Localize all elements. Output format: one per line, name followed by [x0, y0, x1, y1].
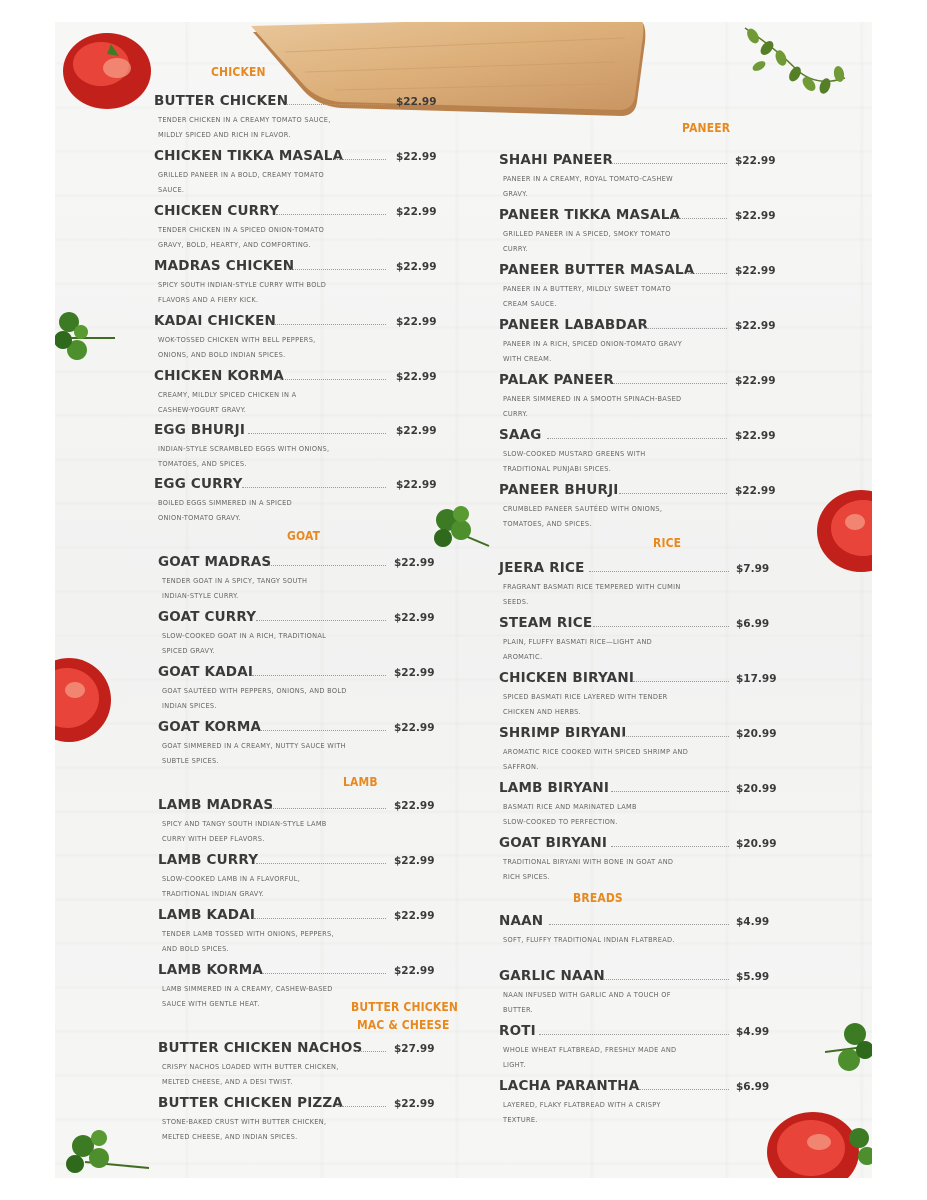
menu-item-chicken-tikka-masala: [154, 148, 444, 200]
section-title-goat: GOAT: [287, 528, 321, 543]
menu-item-steam-rice: [499, 615, 789, 667]
item-description: PANEER IN A RICH, SPICED ONION-TOMATO GRAVY WITH CREAM.: [503, 340, 683, 363]
item-description: TENDER CHICKEN IN A SPICED ONION-TOMATO GRAVY, BOLD, HEARTY, AND COMFORTING.: [158, 226, 325, 249]
item-price: $6.99: [736, 1081, 770, 1093]
tomato-slice: [55, 654, 115, 744]
item-description: SPICY AND TANGY SOUTH INDIAN-STYLE LAMB CURRY WITH DEEP FLAVORS.: [162, 820, 327, 843]
item-description: GRILLED PANEER IN A BOLD, CREAMY TOMATO SAUCE.: [158, 171, 324, 194]
menu-item-paneer-butter-masala: [499, 262, 789, 314]
item-price: $22.99: [394, 910, 435, 922]
section-title-butter-chicken-mac-line1: BUTTER CHICKEN: [351, 999, 459, 1014]
menu-item-goat-korma: [158, 719, 448, 771]
menu-item-shahi-paneer: [499, 152, 789, 204]
section-title-butter-chicken-mac-line2: MAC & CHEESE: [357, 1017, 450, 1032]
menu-item-paneer-tikka-masala: [499, 207, 789, 259]
dot-leader: [256, 620, 386, 621]
item-price: $27.99: [394, 1043, 435, 1055]
item-name: GARLIC NAAN: [499, 968, 605, 984]
item-name: SHAHI PANEER: [499, 152, 614, 168]
item-description: TENDER CHICKEN IN A CREAMY TOMATO SAUCE, MILDLY SPICED AND RICH IN FLAVOR.: [158, 116, 331, 139]
item-price: $4.99: [736, 916, 770, 928]
item-description: PLAIN, FLUFFY BASMATI RICE—LIGHT AND AROMATIC.: [503, 638, 653, 661]
item-description: GOAT SAUTÉED WITH PEPPERS, ONIONS, AND BOLD INDIAN SPICES.: [162, 687, 347, 710]
item-price: $20.99: [736, 838, 777, 850]
menu-item-roti: [499, 1023, 789, 1075]
item-name: GOAT KORMA: [158, 719, 262, 735]
item-price: $22.99: [396, 316, 437, 328]
item-price: $22.99: [396, 371, 437, 383]
item-name: KADAI CHICKEN: [154, 313, 277, 329]
item-price: $22.99: [394, 800, 435, 812]
section-title-rice: RICE: [653, 535, 682, 550]
item-price: $22.99: [394, 1098, 435, 1110]
item-description: LAMB SIMMERED IN A CREAMY, CASHEW-BASED SAUCE WITH GENTLE HEAT.: [162, 985, 333, 1008]
item-description: WHOLE WHEAT FLATBREAD, FRESHLY MADE AND LIGHT.: [503, 1046, 677, 1069]
section-title-breads: BREADS: [573, 890, 623, 905]
menu-item-lamb-kadai: [158, 907, 448, 959]
item-price: $17.99: [736, 673, 777, 685]
item-description: SLOW-COOKED GOAT IN A RICH, TRADITIONAL SPICED GRAVY.: [162, 632, 327, 655]
dot-leader: [248, 433, 386, 434]
item-description: NAAN INFUSED WITH GARLIC AND A TOUCH OF BUTTER.: [503, 991, 671, 1014]
item-name: LAMB BIRYANI: [499, 780, 610, 796]
item-name: MADRAS CHICKEN: [154, 258, 295, 274]
dot-leader: [252, 675, 386, 676]
dot-leader: [280, 379, 386, 380]
dot-leader: [619, 493, 727, 494]
item-price: $22.99: [394, 965, 435, 977]
item-price: $22.99: [735, 430, 776, 442]
dot-leader: [547, 438, 727, 439]
item-price: $4.99: [736, 1026, 770, 1038]
item-description: GOAT SIMMERED IN A CREAMY, NUTTY SAUCE WITH SUBTLE SPICES.: [162, 742, 346, 765]
dot-leader: [603, 979, 729, 980]
dot-leader: [611, 791, 729, 792]
menu-item-naan: [499, 913, 789, 965]
menu-sheet: [55, 22, 872, 1178]
section-title-chicken: CHICKEN: [211, 64, 266, 79]
item-name: PALAK PANEER: [499, 372, 614, 388]
dot-leader: [645, 328, 727, 329]
item-description: CREAMY, MILDLY SPICED CHICKEN IN A CASHEW-YOGURT GRAVY.: [158, 391, 297, 414]
item-price: $22.99: [396, 151, 437, 163]
menu-item-palak-paneer: [499, 372, 789, 424]
menu-item-madras-chicken: [154, 258, 444, 310]
item-name: LAMB KADAI: [158, 907, 256, 923]
dot-leader: [593, 626, 729, 627]
item-price: $22.99: [394, 612, 435, 624]
dot-leader: [611, 163, 727, 164]
dot-leader: [276, 214, 386, 215]
menu-item-butter-chicken-pizza: [158, 1095, 448, 1147]
menu-item-kadai-chicken: [154, 313, 444, 365]
menu-item-goat-biryani: [499, 835, 789, 887]
menu-item-lacha-parantha: [499, 1078, 789, 1130]
section-title-paneer: PANEER: [682, 120, 731, 135]
dot-leader: [242, 487, 386, 488]
menu-item-saag: [499, 427, 789, 479]
item-price: $22.99: [394, 557, 435, 569]
item-name: SHRIMP BIRYANI: [499, 725, 627, 741]
dot-leader: [268, 565, 386, 566]
dot-leader: [262, 973, 386, 974]
dot-leader: [623, 736, 729, 737]
item-name: ROTI: [499, 1023, 536, 1039]
item-price: $22.99: [735, 265, 776, 277]
item-name: STEAM RICE: [499, 615, 593, 631]
menu-item-butter-chicken-nachos: [158, 1040, 448, 1092]
item-name: PANEER LABABDAR: [499, 317, 649, 333]
dot-leader: [671, 218, 727, 219]
item-price: $22.99: [396, 425, 437, 437]
menu-item-goat-kadai: [158, 664, 448, 716]
item-description: BASMATI RICE AND MARINATED LAMB SLOW-COOKED TO PERFECTION.: [503, 803, 637, 826]
item-price: $22.99: [735, 320, 776, 332]
item-name: LAMB MADRAS: [158, 797, 274, 813]
item-price: $20.99: [736, 728, 777, 740]
item-name: BUTTER CHICKEN: [154, 93, 289, 109]
item-name: NAAN: [499, 913, 544, 929]
item-description: CRISPY NACHOS LOADED WITH BUTTER CHICKEN, MELTED CHEESE, AND A DESI TWIST.: [162, 1063, 339, 1086]
dot-leader: [256, 863, 386, 864]
menu-item-egg-curry: [154, 476, 444, 528]
item-name: CHICKEN TIKKA MASALA: [154, 148, 344, 164]
item-name: EGG CURRY: [154, 476, 243, 492]
item-description: AROMATIC RICE COOKED WITH SPICED SHRIMP AND SAFFRON.: [503, 748, 689, 771]
vine-leaves: [735, 22, 855, 118]
item-price: $22.99: [396, 261, 437, 273]
item-price: $22.99: [396, 479, 437, 491]
item-description: TENDER GOAT IN A SPICY, TANGY SOUTH INDIAN-STYLE CURRY.: [162, 577, 308, 600]
item-description: SPICY SOUTH INDIAN-STYLE CURRY WITH BOLD FLAVORS AND A FIERY KICK.: [158, 281, 327, 304]
item-price: $22.99: [396, 96, 437, 108]
dot-leader: [549, 924, 729, 925]
item-price: $22.99: [735, 485, 776, 497]
dot-leader: [254, 918, 386, 919]
item-price: $22.99: [735, 155, 776, 167]
item-name: PANEER BUTTER MASALA: [499, 262, 695, 278]
menu-item-lamb-biryani: [499, 780, 789, 832]
section-title-lamb: LAMB: [343, 774, 378, 789]
item-description: SLOW-COOKED MUSTARD GREENS WITH TRADITIONAL PUNJABI SPICES.: [503, 450, 646, 473]
item-name: SAAG: [499, 427, 542, 443]
parsley-sprig: [65, 1122, 151, 1178]
menu-item-goat-madras: [158, 554, 448, 606]
parsley-sprig: [825, 1012, 872, 1082]
dot-leader: [539, 1034, 729, 1035]
menu-item-egg-bhurji: [154, 422, 444, 474]
menu-item-garlic-naan: [499, 968, 789, 1020]
parsley-sprig: [55, 298, 119, 368]
dot-leader: [334, 159, 386, 160]
item-description: SPICED BASMATI RICE LAYERED WITH TENDER CHICKEN AND HERBS.: [503, 693, 668, 716]
dot-leader: [356, 1051, 386, 1052]
item-price: $5.99: [736, 971, 770, 983]
dot-leader: [633, 681, 729, 682]
dot-leader: [683, 273, 727, 274]
item-name: EGG BHURJI: [154, 422, 246, 438]
item-description: WOK-TOSSED CHICKEN WITH BELL PEPPERS, ONIONS, AND BOLD INDIAN SPICES.: [158, 336, 316, 359]
item-name: BUTTER CHICKEN NACHOS: [158, 1040, 363, 1056]
item-name: PANEER TIKKA MASALA: [499, 207, 681, 223]
dot-leader: [338, 1106, 386, 1107]
dot-leader: [270, 808, 386, 809]
item-price: $6.99: [736, 618, 770, 630]
dot-leader: [589, 571, 729, 572]
item-name: BUTTER CHICKEN PIZZA: [158, 1095, 344, 1111]
menu-item-lamb-curry: [158, 852, 448, 904]
menu-item-chicken-korma: [154, 368, 444, 420]
item-description: CRUMBLED PANEER SAUTÉED WITH ONIONS, TOMATOES, AND SPICES.: [503, 505, 663, 528]
item-description: BOILED EGGS SIMMERED IN A SPICED ONION-TOMATO GRAVY.: [158, 499, 292, 522]
item-description: LAYERED, FLAKY FLATBREAD WITH A CRISPY TEXTURE.: [503, 1101, 661, 1124]
item-name: CHICKEN KORMA: [154, 368, 285, 384]
tomato-slice: [815, 488, 872, 574]
tomato-slice: [57, 26, 157, 116]
item-name: JEERA RICE: [499, 560, 585, 576]
item-price: $7.99: [736, 563, 770, 575]
dot-leader: [288, 269, 386, 270]
item-description: INDIAN-STYLE SCRAMBLED EGGS WITH ONIONS, TOMATOES, AND SPICES.: [158, 445, 330, 468]
menu-item-paneer-lababdar: [499, 317, 789, 369]
item-description: SLOW-COOKED LAMB IN A FLAVORFUL, TRADITIONAL INDIAN GRAVY.: [162, 875, 301, 898]
item-price: $22.99: [394, 667, 435, 679]
item-name: GOAT MADRAS: [158, 554, 272, 570]
item-name: GOAT BIRYANI: [499, 835, 608, 851]
item-price: $22.99: [394, 855, 435, 867]
item-name: LACHA PARANTHA: [499, 1078, 640, 1094]
dot-leader: [286, 104, 386, 105]
menu-item-paneer-bhurji: [499, 482, 789, 534]
item-name: LAMB KORMA: [158, 962, 264, 978]
item-name: GOAT CURRY: [158, 609, 257, 625]
menu-item-shrimp-biryani: [499, 725, 789, 777]
item-description: STONE-BAKED CRUST WITH BUTTER CHICKEN, MELTED CHEESE, AND INDIAN SPICES.: [162, 1118, 327, 1141]
item-name: PANEER BHURJI: [499, 482, 619, 498]
item-price: $22.99: [396, 206, 437, 218]
dot-leader: [260, 730, 386, 731]
item-price: $22.99: [735, 375, 776, 387]
item-name: LAMB CURRY: [158, 852, 259, 868]
menu-item-lamb-madras: [158, 797, 448, 849]
item-description: TRADITIONAL BIRYANI WITH BONE IN GOAT AND RICH SPICES.: [503, 858, 674, 881]
item-name: CHICKEN CURRY: [154, 203, 280, 219]
menu-item-jeera-rice: [499, 560, 789, 612]
dot-leader: [611, 846, 729, 847]
menu-item-chicken-curry: [154, 203, 444, 255]
item-description: PANEER SIMMERED IN A SMOOTH SPINACH-BASED CURRY.: [503, 395, 682, 418]
item-price: $22.99: [735, 210, 776, 222]
dot-leader: [613, 383, 727, 384]
item-name: CHICKEN BIRYANI: [499, 670, 635, 686]
menu-item-butter-chicken: [154, 93, 444, 145]
item-description: GRILLED PANEER IN A SPICED, SMOKY TOMATO CURRY.: [503, 230, 671, 253]
item-price: $22.99: [394, 722, 435, 734]
menu-item-goat-curry: [158, 609, 448, 661]
item-price: $20.99: [736, 783, 777, 795]
item-description: SOFT, FLUFFY TRADITIONAL INDIAN FLATBREAD.: [503, 936, 675, 944]
menu-item-chicken-biryani: [499, 670, 789, 722]
item-description: TENDER LAMB TOSSED WITH ONIONS, PEPPERS, AND BOLD SPICES.: [162, 930, 334, 953]
dot-leader: [639, 1089, 729, 1090]
dot-leader: [274, 324, 386, 325]
item-description: PANEER IN A CREAMY, ROYAL TOMATO-CASHEW GRAVY.: [503, 175, 673, 198]
item-description: FRAGRANT BASMATI RICE TEMPERED WITH CUMIN SEEDS.: [503, 583, 681, 606]
item-description: PANEER IN A BUTTERY, MILDLY SWEET TOMATO CREAM SAUCE.: [503, 285, 672, 308]
item-name: GOAT KADAI: [158, 664, 254, 680]
